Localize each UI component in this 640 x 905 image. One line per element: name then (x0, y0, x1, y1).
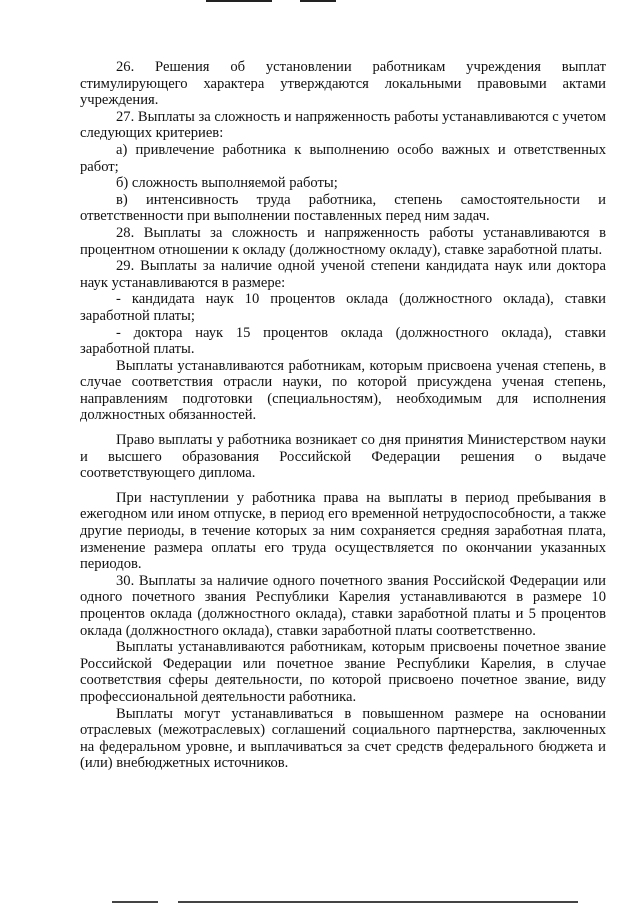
scan-edge-mark (300, 0, 336, 2)
title-conditions: Выплаты устанавливаются работникам, которым присвоены почетное звание Российской Федерации или почетное звание Республики Карелия, в случае соответствия сферы деятельности, по которой присвоено почетное звание, виду профессиональной деятельности работника. (80, 639, 606, 705)
scan-edge-mark (206, 0, 272, 2)
scan-edge-mark (112, 901, 158, 903)
paragraph-28: 28. Выплаты за сложность и напряженность работы устанавливаются в процентном отношении к окладу (должностному окладу), ставке заработной платы. (80, 224, 606, 258)
increased-payments: Выплаты могут устанавливаться в повышенном размере на основании отраслевых (межотраслевых) соглашений социального партнерства, заключенных на федеральном уровне, и выплачиваться за счет средств федерального бюджета и (или) внебюджетных источников. (80, 705, 606, 772)
payment-right: Право выплаты у работника возникает со дня принятия Министерством науки и высшего образования Российской Федерации решения о выдаче соответствующего диплома. (80, 432, 606, 482)
paragraph-27: 27. Выплаты за сложность и напряженность работы устанавливаются с учетом следующих критериев: (80, 108, 606, 142)
candidate-rate: - кандидата наук 10 процентов оклада (должностного оклада), ставки заработной платы; (80, 291, 606, 324)
criterion-b: б) сложность выполняемой работы; (116, 175, 338, 192)
scan-edge-mark (178, 901, 578, 903)
degree-conditions: Выплаты устанавливаются работникам, которым присвоена ученая степень, в случае соответствия отрасли науки, по которой присуждена ученая степень, направлениям подготовки (специальностям), необходимым для исполнения должностных обязанностей. (80, 357, 606, 424)
paragraph-29: 29. Выплаты за наличие одной ученой степени кандидата наук или доктора наук устанавливаются в размере: (80, 258, 606, 291)
vacation-clause: При наступлении у работника права на выплаты в период пребывания в ежегодном или ином отпуске, в период его временной нетрудоспособности, а также другие периоды, в течение которых за ним сохраняется средняя заработная плата, изменение размера оплаты его труда осуществляется по окончании указанных периодов. (80, 489, 606, 573)
paragraph-26: 26. Решения об установлении работникам учреждения выплат стимулирующего характера утверждаются локальными правовыми актами учреждения. (80, 59, 606, 109)
criterion-a: а) привлечение работника к выполнению особо важных и ответственных работ; (80, 141, 606, 175)
document-body (80, 59, 606, 772)
criterion-c: в) интенсивность труда работника, степень самостоятельности и ответственности при выполнении поставленных перед ним задач. (80, 191, 606, 225)
paragraph-30: 30. Выплаты за наличие одного почетного звания Российской Федерации или одного почетного звания Республики Карелия устанавливаются в размере 10 процентов оклада (должностного оклада), ставки заработной платы и 5 процентов оклада (должностного оклада), ставки заработной платы соответственно. (80, 572, 606, 639)
doctor-rate: - доктора наук 15 процентов оклада (должностного оклада), ставки заработной платы. (80, 324, 606, 358)
